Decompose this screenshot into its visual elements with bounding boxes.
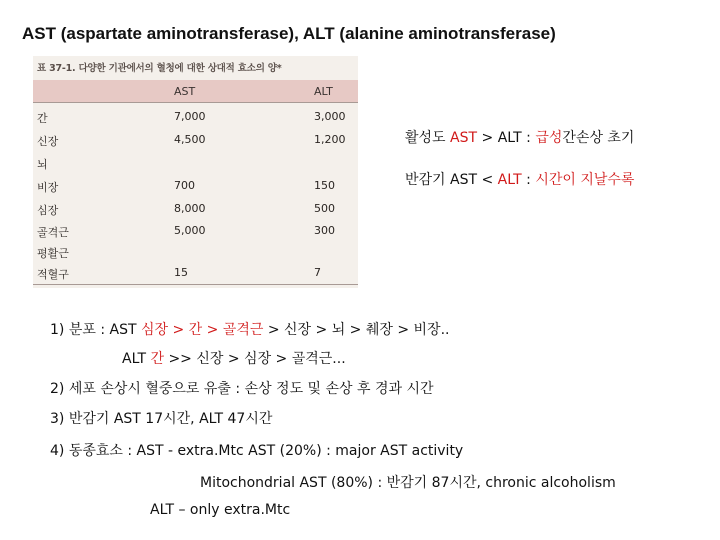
halflife-emphasis: 시간이 지날수록 [535,172,635,188]
activity-emphasis: 급성 [535,130,563,146]
table-row [33,202,358,224]
organ-cell: 평활근 [37,247,69,260]
ast-cell: 15 [174,266,188,279]
activity-alt: ALT [497,130,522,146]
table-divider [33,102,358,103]
point-2: 2) 세포 손상시 혈중으로 유출 : 손상 정도 및 손상 후 경과 시간 [50,381,434,397]
organ-cell: 신장 [37,135,59,148]
organ-cell: 간 [37,112,48,125]
enzyme-table-scan [33,56,358,288]
activity-colon: : [521,130,536,146]
table-row [33,245,358,267]
ast-cell: 7,000 [174,110,206,123]
point-1-alt-label: ALT [122,351,147,367]
point-1-alt-rest: >> 신장 > 심장 > 골격근... [168,351,346,367]
activity-ast: AST [450,130,478,146]
table-row [33,224,358,246]
alt-cell: 300 [314,224,335,237]
alt-cell: 500 [314,202,335,215]
organ-cell: 골격근 [37,226,69,239]
point-1-alt-highlight: 간 [150,351,164,367]
halflife-prefix: 반감기 AST < [405,172,498,188]
alt-cell: 150 [314,179,335,192]
point-1-rest: > 신장 > 뇌 > 췌장 > 비장.. [267,322,450,338]
halflife-note [405,169,634,189]
ast-cell: 4,500 [174,133,206,146]
ast-cell: 700 [174,179,195,192]
halflife-colon: : [521,172,536,188]
organ-cell: 심장 [37,204,59,217]
column-header-alt: ALT [314,85,333,98]
halflife-alt: ALT [497,172,522,188]
organ-cell: 뇌 [37,158,48,171]
point-4-alt: ALT – only extra.Mtc [150,502,291,518]
page-title: AST (aspartate aminotransferase), ALT (alanine aminotransferase) [22,24,556,43]
point-1-text: 분포 : AST [68,322,137,338]
point-1-highlight: 심장 > 간 > 골격근 [140,322,264,338]
point-4: 4) 동종효소 : AST - extra.Mtc AST (20%) : major AST activity [50,443,464,459]
alt-cell: 3,000 [314,110,346,123]
table-row [33,156,358,178]
table-row [33,179,358,201]
point-4-mitochondrial: Mitochondrial AST (80%) : 반감기 87시간, chronic alcoholism [200,475,616,491]
table-row [33,133,358,155]
point-1-number: 1) [50,322,65,338]
table-header [33,80,358,102]
point-1 [50,319,449,339]
activity-note [405,127,634,147]
ast-cell: 8,000 [174,202,206,215]
organ-cell: 비장 [37,181,59,194]
alt-cell: 1,200 [314,133,346,146]
point-1-alt [122,348,346,368]
activity-prefix: 활성도 [405,130,446,146]
alt-cell: 7 [314,266,321,279]
activity-rest: 간손상 초기 [562,130,635,146]
table-caption: 표 37-1. 다양한 기관에서의 혈청에 대한 상대적 효소의 양* [37,63,282,74]
column-header-ast: AST [174,85,196,98]
table-row [33,110,358,132]
point-3: 3) 반감기 AST 17시간, ALT 47시간 [50,411,273,427]
table-bottom-rule [33,284,358,285]
ast-cell: 5,000 [174,224,206,237]
activity-op: > [477,130,498,146]
organ-cell: 적혈구 [37,268,69,281]
